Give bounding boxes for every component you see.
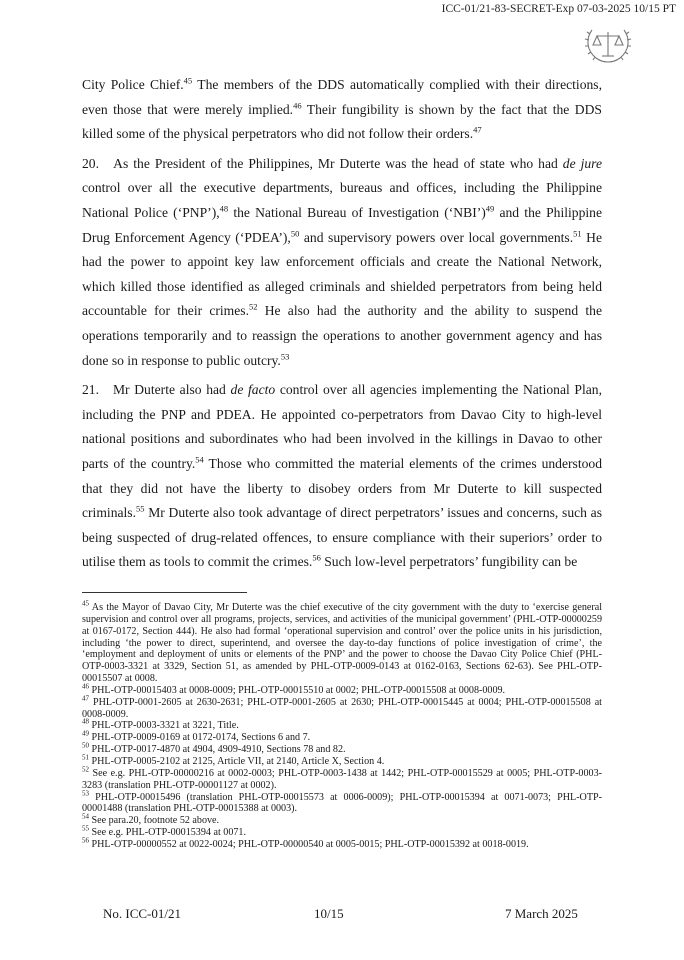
scales-of-justice-laurel-icon [582,22,634,66]
footnote-text: PHL-OTP-0003-3321 at 3221, Title. [89,720,239,732]
classification-header: ICC-01/21-83-SECRET-Exp 07-03-2025 10/15 PT [441,3,676,15]
footnote-number: 53 [82,789,89,798]
footnote-ref: 56 [312,552,321,563]
footnote-number: 47 [82,694,89,703]
italic-term: de jure [562,155,602,171]
footnote-text: See e.g. PHL-OTP-00000216 at 0002-0003; PHL-OTP-0003-1438 at 1442; PHL-OTP-00015529 at 0005; PHL-OTP-0003-3283 (translation PHL-OTP-00001127 at 0002). [82,767,602,791]
footnote-text: PHL-OTP-0001-2605 at 2630-2631; PHL-OTP-0001-2605 at 2630; PHL-OTP-00015445 at 0004; PHL-OTP-00015508 at 0008-0009. [82,696,602,720]
body-text [82,73,602,580]
footnote [82,812,602,827]
text-run: He also had the authority and the ability to suspend the operations temporarily and to reassign the operations to another government agency and has done so in response to public outcry. [82,303,602,368]
footnote [82,599,602,685]
text-run: and the Philippine Drug Enforcement Agency (‘PDEA’), [82,204,602,245]
paragraph-21 [82,378,602,575]
footnote-ref: 47 [473,124,482,135]
footnote [82,741,602,756]
footnote [82,682,602,697]
paragraph-20 [82,152,602,373]
footnote-number: 45 [82,599,89,608]
footnote-text: See e.g. PHL-OTP-00015394 at 0071. [89,827,246,839]
footnote [82,753,602,768]
italic-term: de facto [230,382,276,398]
footnote-text: PHL-OTP-0005-2102 at 2125, Article VII, at 2140, Article X, Section 4. [89,755,385,767]
footnote-ref: 49 [485,203,495,214]
text-run: The members of the DDS automatically complied with their directions, even those that were merely implied. [82,77,602,117]
document-date: 7 March 2025 [505,906,578,921]
footnote-text: See para.20, footnote 52 above. [89,815,220,827]
footnote-number: 54 [82,812,89,821]
text-run: Those who committed the material elements of the crimes understood that they did not have the liberty to disobey orders from Mr Duterte to kill suspected criminals. [82,455,602,521]
text-run: 20. As the President of the Philippines, Mr Duterte was the head of state who had [82,155,563,171]
footnote-text: PHL-OTP-00015403 at 0008-0009; PHL-OTP-00015510 at 0002; PHL-OTP-00015508 at 0008-0009. [89,684,506,696]
page-number: 10/15 [314,906,344,921]
footnote-number: 46 [82,682,89,691]
text-run: the National Bureau of Investigation (‘NBI’) [228,204,486,220]
footnote-text: PHL-OTP-00000552 at 0022-0024; PHL-OTP-00000540 at 0005-0015; PHL-OTP-00015392 at 0018-0019. [89,838,529,850]
footnote-text: PHL-OTP-00015496 (translation PHL-OTP-00015573 at 0006-0009); PHL-OTP-00015394 at 0071-0073; PHL-OTP-00001488 (translation PHL-OTP-00015388 at 0003). [82,791,602,815]
footnote-number: 50 [82,741,89,750]
footnote [82,789,602,816]
text-run: control over all the executive departments, bureaus and offices, including the Philippine National Police (‘PNP’), [82,180,602,220]
footnote-number: 48 [82,718,89,727]
footnote-ref: 50 [290,228,300,239]
footnote [82,836,602,851]
footnote-ref: 45 [183,75,193,86]
footnote-number: 55 [82,824,89,833]
text-run: He had the power to appoint key law enforcement officials and create the National Network, which killed those identified as alleged criminals and shielded perpetrators from being held accountable for their crimes. [82,229,603,319]
footnote-ref: 53 [280,351,290,361]
footnote-ref: 55 [135,503,145,514]
footnote [82,694,602,721]
footnote-text: As the Mayor of Davao City, Mr Duterte was the chief executive of the city government with the duty to ‘exercise general supervision and control over all programs, projects, services, and activities of the municipal government’ (PHL-OTP-00000259 at 0167-0172, Section 444). He also had formal ‘operational supervision and control’ over the police units in his jurisdiction, including ‘the power to direct, superintend, and oversee the day-to-day functions of police investigation of crime’, the ‘employment and deployment of units or elements of the PNP’ and the power to choose the Davao City Police Chief (PHL-OTP-0003-3321 at 3329, Section 51, as amended by PHL-OTP-0009-0143 at 0162-0163, Sections 62-63). See PHL-OTP-00015507 at 0008. [82,602,602,685]
text-run: control over all agencies implementing the National Plan, including the PNP and PDEA. He appointed co-perpetrators from Davao City to high-level national positions and subordinates who had been involved in the killings in Davao to other parts of the country. [82,382,602,471]
footnote-number: 56 [82,836,89,845]
footnote [82,720,602,732]
footnote-number: 49 [82,729,89,738]
footnote-ref: 52 [248,301,258,312]
case-number: No. ICC-01/21 [103,906,181,921]
footnote-text: PHL-OTP-0009-0169 at 0172-0174, Sections 6 and 7. [89,732,311,744]
text-run: 21. Mr Duterte also had [82,382,231,398]
text-run: and supervisory powers over local governments. [299,229,574,245]
footnote [82,765,602,792]
text-run: Mr Duterte also took advantage of direct perpetrators’ issues and concerns, such as being suspected of drug-related offences, to ensure compliance with their superiors’ order to utilise them as tools to commit the crimes. [82,505,602,570]
footnote-ref: 51 [573,228,582,239]
footnote-number: 52 [82,765,89,774]
paragraph-continuation [82,73,602,147]
footnotes [82,599,602,851]
footnote-text: PHL-OTP-0017-4870 at 4904, 4909-4910, Sections 78 and 82. [89,744,346,756]
footnote-ref: 46 [293,100,302,111]
footnote-ref: 48 [219,203,229,214]
footnote-number: 51 [82,753,89,762]
text-run: Such low-level perpetrators’ fungibility can be [320,554,578,570]
footnote [82,729,602,744]
footnote-separator [82,592,247,593]
footnote [82,824,602,839]
text-run: City Police Chief. [82,77,184,92]
text-run: Their fungibility is shown by the fact that the DDS killed some of the physical perpetrators who did not follow their orders. [82,101,602,142]
footnote-ref: 54 [195,454,204,465]
